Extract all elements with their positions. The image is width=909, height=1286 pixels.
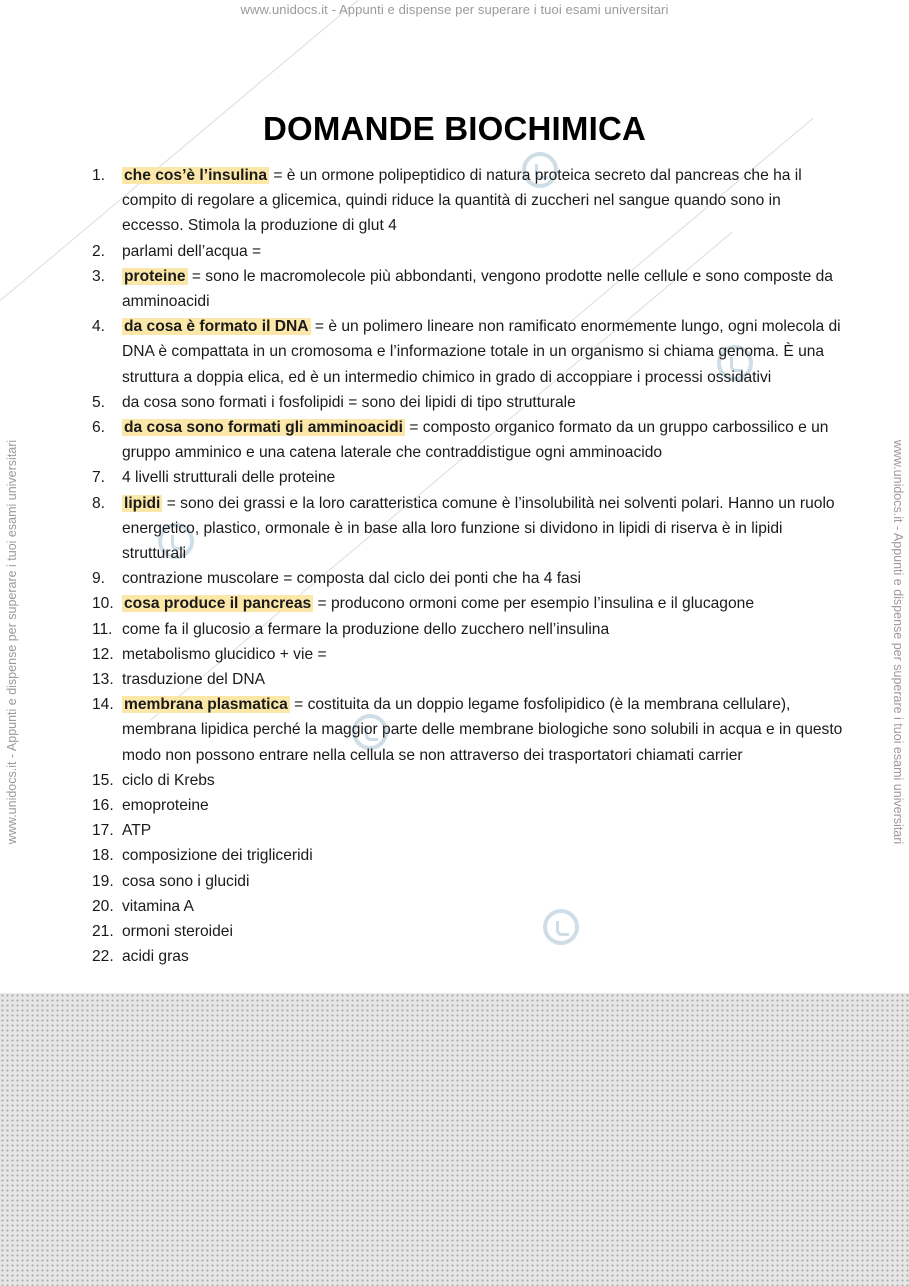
question-item	[92, 465, 844, 490]
questions-list	[92, 163, 844, 970]
question-item	[92, 692, 844, 768]
question-text: ATP	[122, 822, 152, 840]
question-item	[92, 491, 844, 567]
left-side-watermark: www.unidocs.it - Appunti e dispense per superare i tuoi esami universitari	[5, 439, 19, 845]
question-highlight: da cosa è formato il DNA	[124, 318, 309, 336]
question-text: come fa il glucosio a fermare la produzione dello zucchero nell’insulina	[122, 620, 610, 638]
question-item	[92, 617, 844, 642]
question-item	[92, 818, 844, 843]
question-text: vitamina A	[122, 897, 194, 915]
question-item	[92, 163, 844, 239]
question-number: 5.	[92, 393, 106, 411]
question-text: metabolismo glucidico + vie =	[122, 645, 327, 663]
question-item	[92, 843, 844, 868]
question-text: = sono dei grassi e la loro caratteristica comune è l’insolubilità nei solventi polari. Hanno un ruolo energetico, plastico, ormonale è in base alla loro funzione si dividono in lipidi di riserva è in lipidi strutturali	[122, 494, 835, 563]
question-number: 20.	[92, 897, 114, 915]
question-item	[92, 390, 844, 415]
right-side-watermark: www.unidocs.it - Appunti e dispense per superare i tuoi esami universitari	[891, 439, 905, 845]
question-item	[92, 566, 844, 591]
question-number: 22.	[92, 948, 114, 966]
question-text: cosa sono i glucidi	[122, 872, 250, 890]
question-text: = sono le macromolecole più abbondanti, vengono prodotte nelle cellule e sono composte da amminoacidi	[122, 267, 833, 311]
question-item	[92, 642, 844, 667]
question-item	[92, 415, 844, 465]
question-highlight: che cos’è l’insulina	[124, 167, 267, 184]
question-item	[92, 239, 844, 264]
question-highlight: lipidi	[124, 494, 161, 512]
question-text: parlami dell’acqua =	[122, 242, 262, 260]
question-text: = costituita da un doppio legame fosfolipidico (è la membrana cellulare), membrana lipidica perché la maggior parte delle membrane biologiche sono solubili in acqua e in questo modo non possono entrare nella cellula se non attraverso dei trasportatori chiamati carrier	[122, 696, 843, 764]
question-text: emoproteine	[122, 797, 209, 815]
question-number: 12.	[92, 645, 114, 663]
question-number: 3.	[92, 267, 106, 285]
question-number: 19.	[92, 872, 114, 890]
question-number: 13.	[92, 671, 114, 689]
question-number: 8.	[92, 494, 106, 512]
question-text: da cosa sono formati i fosfolipidi = sono dei lipidi di tipo strutturale	[122, 393, 576, 411]
question-number: 2.	[92, 242, 106, 260]
question-number: 15.	[92, 771, 114, 789]
question-text: trasduzione del DNA	[122, 671, 266, 689]
question-number: 18.	[92, 847, 114, 865]
question-highlight: cosa produce il pancreas	[124, 595, 312, 613]
document-title: DOMANDE BIOCHIMICA	[262, 110, 647, 148]
question-number: 16.	[92, 797, 114, 815]
top-watermark: www.unidocs.it - Appunti e dispense per superare i tuoi esami universitari	[240, 2, 669, 17]
question-number: 1.	[92, 167, 106, 184]
question-number: 17.	[92, 822, 114, 840]
question-text: = producono ormoni come per esempio l’insulina e il glucagone	[313, 595, 754, 613]
question-item	[92, 768, 844, 793]
question-text: ciclo di Krebs	[122, 771, 215, 789]
question-text: = è un ormone polipeptidico di natura proteica secreto dal pancreas che ha il compito di regolare a glicemica, quindi riduce la quantità di zuccheri nel sangue quando sono in eccesso. Stimola la produzione di glut 4	[122, 167, 802, 235]
question-number: 9.	[92, 570, 106, 588]
question-text: ormoni steroidei	[122, 923, 233, 941]
question-highlight: membrana plasmatica	[124, 696, 288, 714]
question-item	[92, 869, 844, 894]
question-highlight: proteine	[124, 267, 186, 285]
question-text: acidi gras	[122, 948, 189, 966]
question-number: 14.	[92, 696, 114, 714]
question-item	[92, 314, 844, 390]
dotted-overlay	[0, 993, 909, 1286]
question-text: contrazione muscolare = composta dal ciclo dei ponti che ha 4 fasi	[122, 570, 581, 588]
question-number: 6.	[92, 419, 106, 437]
question-number: 10.	[92, 595, 114, 613]
question-item	[92, 264, 844, 314]
question-text: = composto organico formato da un gruppo carbossilico e un gruppo amminico e una catena laterale che contraddistigue ogni amminoacido	[122, 419, 829, 462]
question-item	[92, 894, 844, 919]
question-item	[92, 944, 844, 969]
question-number: 21.	[92, 923, 114, 941]
question-number: 4.	[92, 318, 106, 336]
question-text: 4 livelli strutturali delle proteine	[122, 469, 336, 487]
question-number: 11.	[92, 620, 113, 638]
question-text: = è un polimero lineare non ramificato enormemente lungo, ogni molecola di DNA è compattata in un cromosoma e l’informazione totale in un organismo si chiama genoma. È una struttura a doppia elica, ed è un intermedio chimico in grado di accoppiare i processi ossidativi	[122, 318, 841, 386]
question-item	[92, 793, 844, 818]
question-number: 7.	[92, 469, 106, 487]
question-item	[92, 667, 844, 692]
question-item	[92, 919, 844, 944]
question-highlight: da cosa sono formati gli amminoacidi	[124, 419, 404, 437]
question-item	[92, 591, 844, 616]
question-text: composizione dei trigliceridi	[122, 847, 313, 865]
